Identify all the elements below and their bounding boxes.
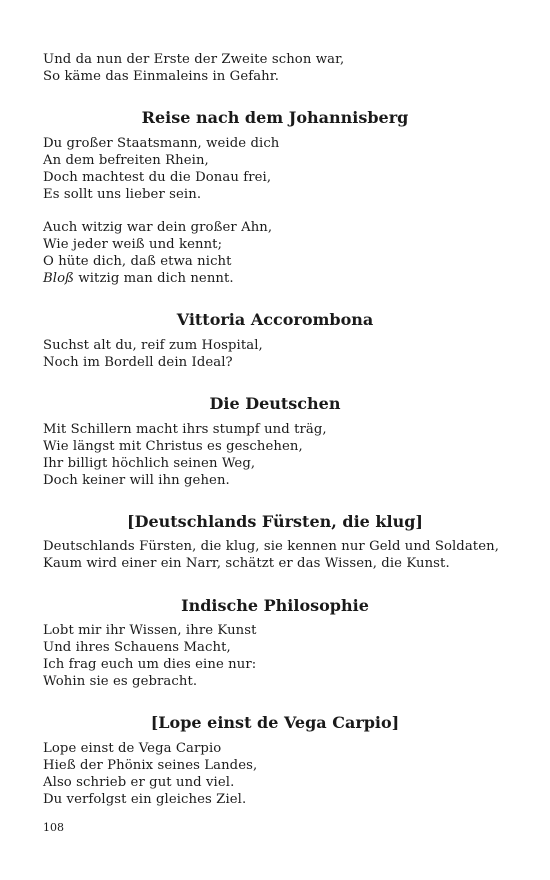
poem-line — [43, 270, 513, 287]
poem-line: Ich frag euch um dies eine nur: — [43, 657, 257, 672]
poem-line: Es sollt uns lieber sein. — [43, 187, 202, 202]
poem-title: Indische Philosophie — [181, 596, 369, 615]
poem-line: O hüte dich, daß etwa nicht — [43, 254, 232, 269]
poem-line: Suchst alt du, reif zum Hospital, — [43, 338, 263, 353]
poem-line: Auch witzig war dein großer Ahn, — [43, 220, 273, 235]
poem-line: Du verfolgst ein gleiches Ziel. — [43, 792, 247, 807]
poem-stanza — [43, 51, 513, 85]
poem-line: Lope einst de Vega Carpio — [43, 741, 222, 756]
poem-line: Wie jeder weiß und kennt; — [43, 237, 223, 252]
poem-line: Mit Schillern macht ihrs stumpf und träg, — [43, 422, 327, 437]
poem-line: Wie längst mit Christus es geschehen, — [43, 439, 303, 454]
poem-line: Hieß der Phönix seines Landes, — [43, 758, 258, 773]
poem-line: Also schrieb er gut und viel. — [43, 775, 235, 790]
poem-title: [Lope einst de Vega Carpio] — [150, 713, 400, 732]
poem-line: Und ihres Schauens Macht, — [43, 640, 231, 655]
poem-stanza — [43, 135, 513, 203]
poem-stanza — [43, 740, 513, 808]
poem-line: Doch keiner will ihn gehen. — [43, 473, 230, 488]
poem-line: So käme das Einmaleins in Gefahr. — [43, 69, 280, 84]
poem-line: Und da nun der Erste der Zweite schon war, — [43, 52, 345, 67]
poem-line: Kaum wird einer ein Narr, schätzt er das Wissen, die Kunst. — [43, 556, 450, 571]
poem-line: Noch im Bordell dein Ideal? — [43, 355, 233, 370]
poem-stanza — [43, 421, 513, 489]
poem-title: [Deutschlands Fürsten, die klug] — [127, 512, 423, 531]
emphasized-word: Bloß — [43, 271, 75, 286]
poem-title: Vittoria Accorombona — [176, 310, 374, 329]
poem-line: Du großer Staatsmann, weide dich — [43, 136, 280, 151]
poem-title: Die Deutschen — [209, 394, 341, 413]
poem-stanza — [43, 538, 513, 572]
poem-stanza — [43, 622, 513, 690]
page-number: 108 — [43, 821, 64, 834]
poem-line: Wohin sie es gebracht. — [43, 674, 198, 689]
poem-line: An dem befreiten Rhein, — [43, 153, 209, 168]
poem-line: Lobt mir ihr Wissen, ihre Kunst — [43, 623, 257, 638]
poem-line: Ihr billigt höchlich seinen Weg, — [43, 456, 256, 471]
poem-line: Doch machtest du die Donau frei, — [43, 170, 272, 185]
poem-line-rest: witzig man dich nennt. — [74, 271, 234, 286]
poem-stanza — [43, 219, 513, 287]
poem-title: Reise nach dem Johannisberg — [141, 108, 409, 127]
poem-stanza — [43, 337, 513, 371]
poem-line: Deutschlands Fürsten, die klug, sie kennen nur Geld und Soldaten, — [43, 539, 500, 554]
